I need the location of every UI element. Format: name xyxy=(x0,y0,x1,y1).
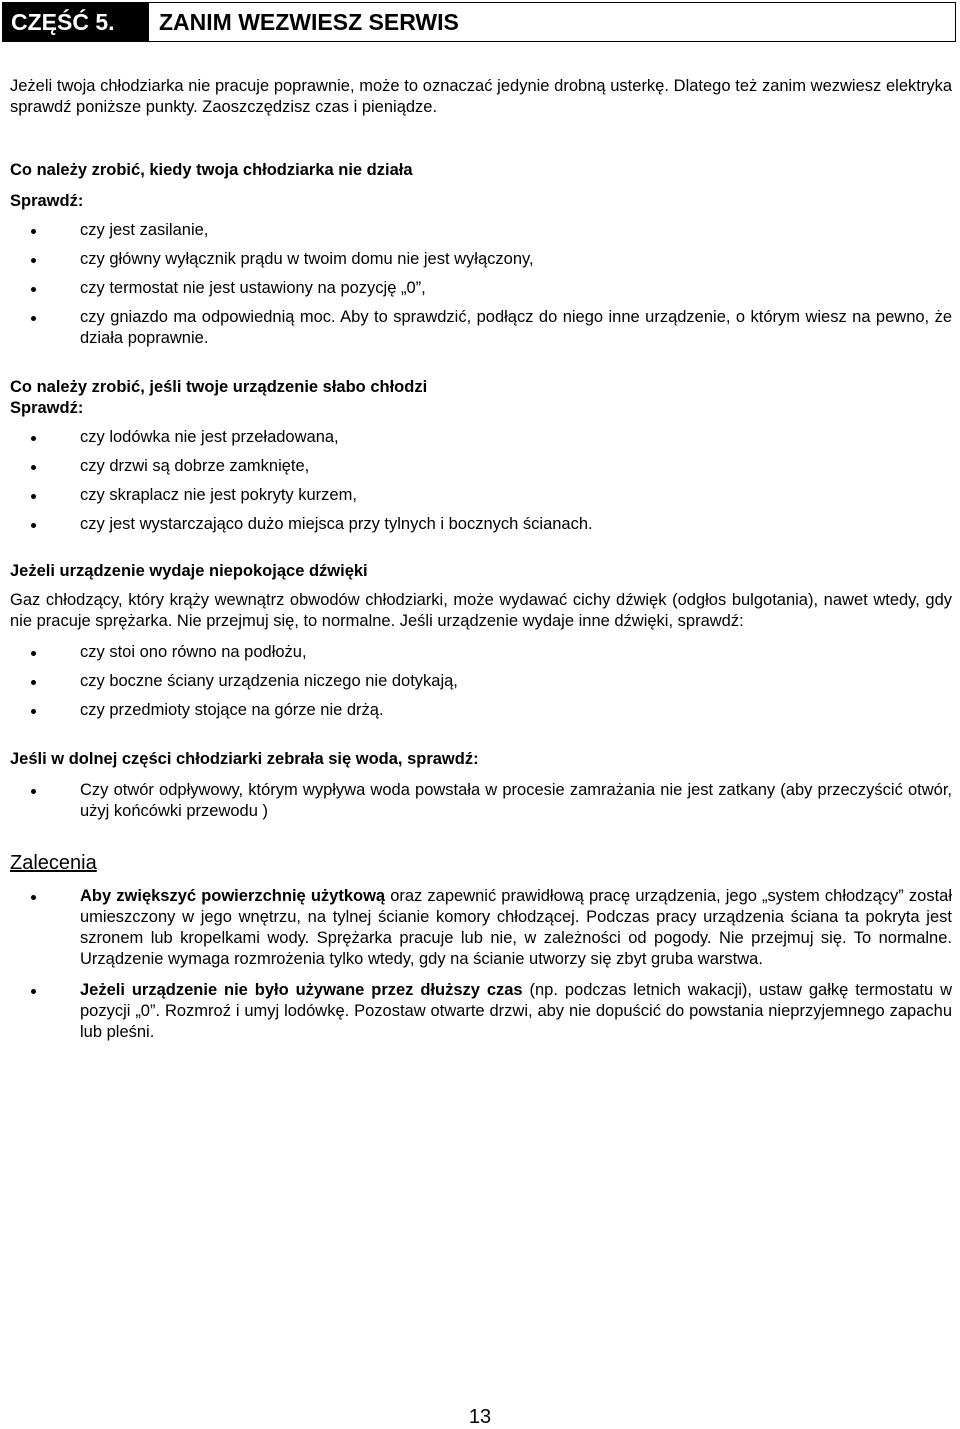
check-label: Sprawdź: xyxy=(10,399,84,417)
section-heading: Co należy zrobić, jeśli twoje urządzenie słabo chłodzi xyxy=(10,378,428,396)
list-item: czy skraplacz nie jest pokryty kurzem, xyxy=(10,485,952,506)
list-item: czy lodówka nie jest przeładowana, xyxy=(10,427,952,448)
section-water xyxy=(10,749,952,822)
list-item-bold: Aby zwiększyć powierzchnię użytkową xyxy=(80,887,386,905)
check-list xyxy=(10,220,952,349)
list-item: Czy otwór odpływowy, którym wypływa woda powstała w procesie zamrażania nie jest zatkany (aby przeczyścić otwór, użyj końcówki przewodu ) xyxy=(10,780,952,822)
section-heading: Zalecenia xyxy=(10,852,97,874)
chapter-header xyxy=(2,2,956,42)
section-recommendations xyxy=(10,850,952,1043)
chapter-title: ZANIM WEZWIESZ SERWIS xyxy=(147,3,955,41)
check-label: Sprawdź: xyxy=(10,192,84,210)
list-item: czy jest wystarczająco dużo miejsca przy tylnych i bocznych ścianach. xyxy=(10,514,952,535)
section-not-working xyxy=(10,160,952,349)
document-body xyxy=(10,76,952,1051)
list-item-text: (np. podczas letnich wakacji), ustaw gałkę termostatu w pozycji „0”. Rozmroź i umyj lodówkę. Pozostaw otwarte drzwi, aby nie dopuścić do powstania nieprzyjemnego zapachu lub pleśni. xyxy=(80,981,952,1041)
check-list xyxy=(10,642,952,721)
list-item: czy główny wyłącznik prądu w twoim domu nie jest wyłączony, xyxy=(10,249,952,270)
section-weak-cooling xyxy=(10,377,952,535)
check-list xyxy=(10,780,952,822)
list-item: czy jest zasilanie, xyxy=(10,220,952,241)
list-item: czy termostat nie jest ustawiony na pozycję „0”, xyxy=(10,278,952,299)
page-number: 13 xyxy=(468,1406,492,1428)
list-item: czy drzwi są dobrze zamknięte, xyxy=(10,456,952,477)
list-item: czy przedmioty stojące na górze nie drżą. xyxy=(10,700,952,721)
section-heading: Jeżeli urządzenie wydaje niepokojące dźwięki xyxy=(10,562,368,580)
section-heading: Jeśli w dolnej części chłodziarki zebrała się woda, sprawdź: xyxy=(10,750,479,768)
list-item: czy boczne ściany urządzenia niczego nie dotykają, xyxy=(10,671,952,692)
recommendation-list xyxy=(10,886,952,1043)
section-heading: Co należy zrobić, kiedy twoja chłodziarka nie działa xyxy=(10,161,413,179)
chapter-number: CZĘŚĆ 5. xyxy=(3,3,147,41)
list-item-bold: Jeżeli urządzenie nie było używane przez dłuższy czas xyxy=(80,981,523,999)
list-item: czy gniazdo ma odpowiednią moc. Aby to sprawdzić, podłącz do niego inne urządzenie, o którym wiesz na pewno, że działa poprawnie. xyxy=(10,307,952,349)
check-list xyxy=(10,427,952,535)
section-paragraph: Gaz chłodzący, który krąży wewnątrz obwodów chłodziarki, może wydawać cichy dźwięk (odgłos bulgotania), nawet wtedy, gdy nie pracuje sprężarka. Nie przejmuj się, to normalne. Jeśli urządzenie wydaje inne dźwięki, sprawdź: xyxy=(10,591,952,630)
list-item xyxy=(10,980,952,1043)
intro-paragraph: Jeżeli twoja chłodziarka nie pracuje poprawnie, może to oznaczać jedynie drobną usterkę. Dlatego też zanim wezwiesz elektryka sprawdź poniższe punkty. Zaoszczędzisz czas i pieniądze. xyxy=(10,77,952,116)
list-item-text: oraz zapewnić prawidłową pracę urządzenia, jego „system chłodzący” został umieszczony w jego wnętrzu, na tylnej ścianie komory chłodzącej. Podczas pracy urządzenia ściana ta pokryta jest szronem lub kropelkami wody. Sprężarka pracuje lub nie, w zależności od pogody. Nie przejmuj się. To normalne. Urządzenie wymaga rozmrożenia tylko wtedy, gdy na ścianie utworzy się zbyt gruba warstwa. xyxy=(80,887,952,968)
list-item: czy stoi ono równo na podłożu, xyxy=(10,642,952,663)
list-item xyxy=(10,886,952,970)
section-noises xyxy=(10,561,952,721)
